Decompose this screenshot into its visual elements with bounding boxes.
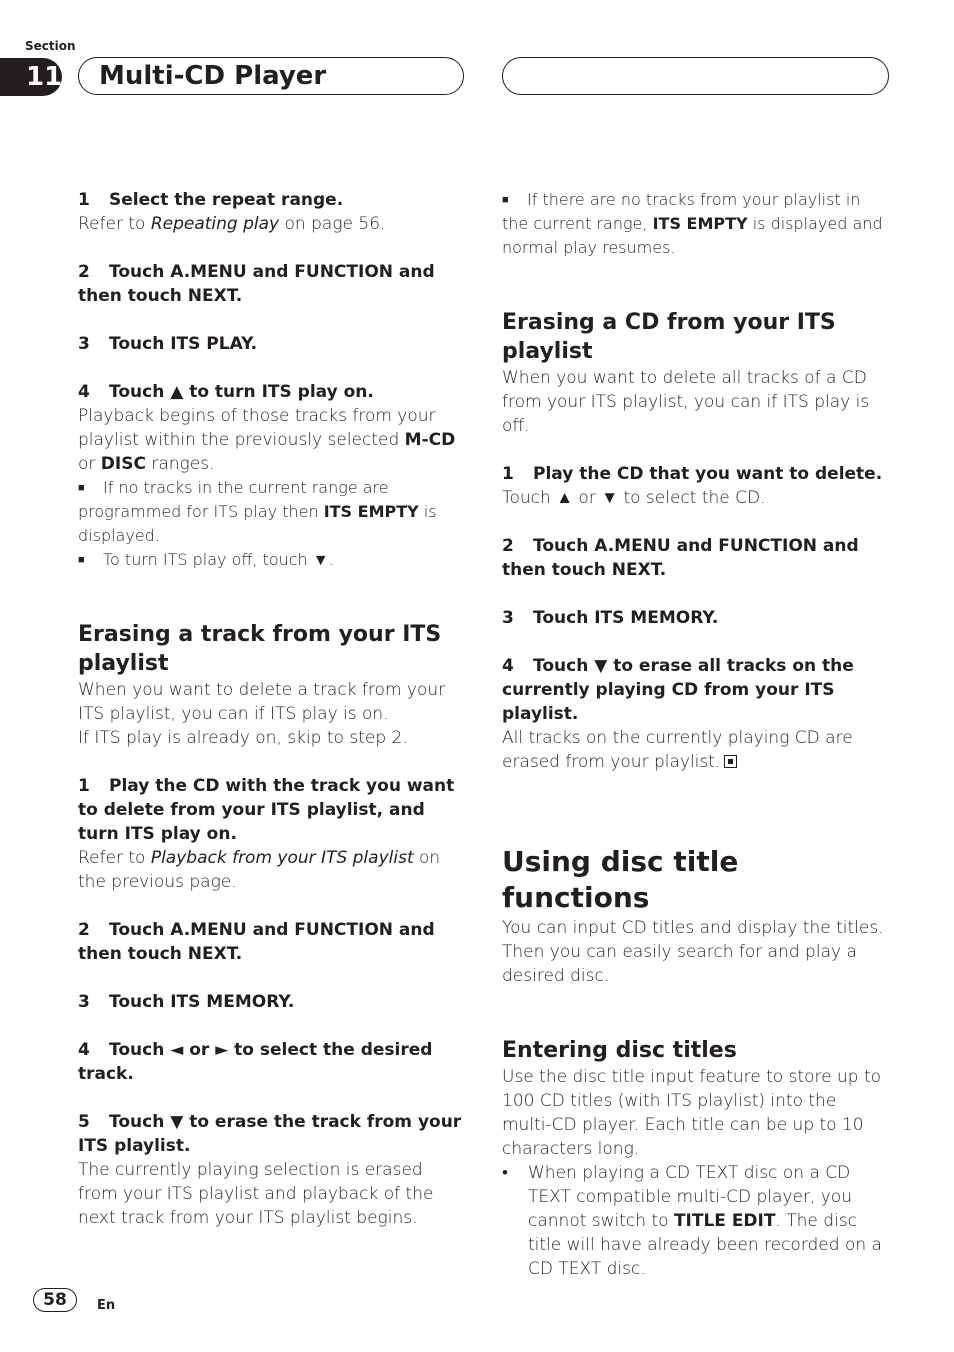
- heading-entering-disc-titles: Entering disc titles: [502, 1038, 737, 1063]
- step-3-its-play: 3 Touch ITS PLAY.: [78, 334, 258, 354]
- note-square-icon: ■: [78, 553, 85, 566]
- reference-link: Repeating play: [150, 214, 280, 234]
- chapter-title: Multi-CD Player: [99, 61, 327, 91]
- end-mark-icon: [724, 755, 737, 768]
- note-square-icon: ■: [78, 481, 85, 494]
- erase-cd-step-1: 1 Play the CD that you want to delete.: [502, 464, 883, 484]
- step-1-body: Refer to Repeating play on page 56.: [78, 214, 386, 234]
- note-its-empty-range: ■ If there are no tracks from your playlist in the current range, ITS EMPTY is displayed and normal play resumes.: [502, 190, 883, 257]
- step-4-turn-on: 4 Touch ▲ to turn ITS play on.: [78, 382, 374, 402]
- erase-track-step-2: 2 Touch A.MENU and FUNCTION and then touch NEXT.: [78, 920, 435, 964]
- step-2-menu: 2 Touch A.MENU and FUNCTION and then touch NEXT.: [78, 262, 435, 306]
- left-column: [78, 188, 466, 1230]
- entering-body: Use the disc title input feature to store up to 100 CD titles (with ITS playlist) into the multi-CD player. Each title can be up to 10 characters long.: [502, 1067, 882, 1159]
- chapter-header: [78, 57, 464, 95]
- section-number: 11: [0, 58, 62, 96]
- erase-cd-step-2: 2 Touch A.MENU and FUNCTION and then touch NEXT.: [502, 536, 859, 580]
- erase-track-step-3: 3 Touch ITS MEMORY.: [78, 992, 295, 1012]
- disc-title-intro: You can input CD titles and display the titles. Then you can easily search for and play a desired disc.: [502, 918, 884, 986]
- erase-cd-intro: When you want to delete all tracks of a CD from your ITS playlist, you can if ITS play is off.: [502, 368, 870, 436]
- heading-erase-track: Erasing a track from your ITS playlist: [78, 622, 442, 676]
- heading-erase-cd: Erasing a CD from your ITS playlist: [502, 310, 836, 364]
- language-label: En: [97, 1298, 116, 1313]
- erase-track-intro-2: If ITS play is already on, skip to step 2.: [78, 728, 408, 748]
- erase-track-step-1: 1 Play the CD with the track you want to delete from your ITS playlist, and turn ITS play on.: [78, 776, 455, 844]
- bullet-cd-text: • When playing a CD TEXT disc on a CD TEXT compatible multi-CD player, you cannot switch to TITLE EDIT. The disc title will have already been recorded on a CD TEXT disc.: [502, 1163, 882, 1279]
- note-its-empty: ■ If no tracks in the current range are programmed for ITS play then ITS EMPTY is displayed.: [78, 478, 437, 545]
- step-4-body: Playback begins of those tracks from your playlist within the previously selected M-CD or DISC ranges.: [78, 406, 456, 474]
- step-1-select-range: 1 Select the repeat range.: [78, 190, 344, 210]
- erase-track-step-4: 4 Touch ◄ or ► to select the desired track.: [78, 1040, 433, 1084]
- erase-track-step-1-body: Refer to Playback from your ITS playlist on the previous page.: [78, 848, 441, 892]
- erase-track-intro: When you want to delete a track from your ITS playlist, you can if ITS play is on.: [78, 680, 446, 724]
- erase-cd-step-1-body: Touch ▲ or ▼ to select the CD.: [502, 488, 766, 508]
- erase-cd-step-4: 4 Touch ▼ to erase all tracks on the currently playing CD from your ITS playlist.: [502, 656, 854, 724]
- section-label: Section: [25, 39, 76, 53]
- note-square-icon: ■: [502, 193, 509, 206]
- erase-track-step-5: 5 Touch ▼ to erase the track from your ITS playlist.: [78, 1112, 462, 1156]
- erase-cd-step-4-body: All tracks on the currently playing CD are erased from your playlist.: [502, 728, 853, 772]
- erase-cd-step-3: 3 Touch ITS MEMORY.: [502, 608, 719, 628]
- erase-track-step-5-body: The currently playing selection is erased from your ITS playlist and playback of the next track from your ITS playlist begins.: [78, 1160, 434, 1228]
- note-turn-off: ■ To turn ITS play off, touch ▼.: [78, 548, 466, 572]
- right-column: [502, 188, 890, 1281]
- bullet-dot-icon: •: [502, 1163, 508, 1183]
- chapter-header-blank: [502, 57, 889, 95]
- page-number: 58: [33, 1288, 77, 1312]
- heading-disc-title: Using disc title functions: [502, 845, 739, 914]
